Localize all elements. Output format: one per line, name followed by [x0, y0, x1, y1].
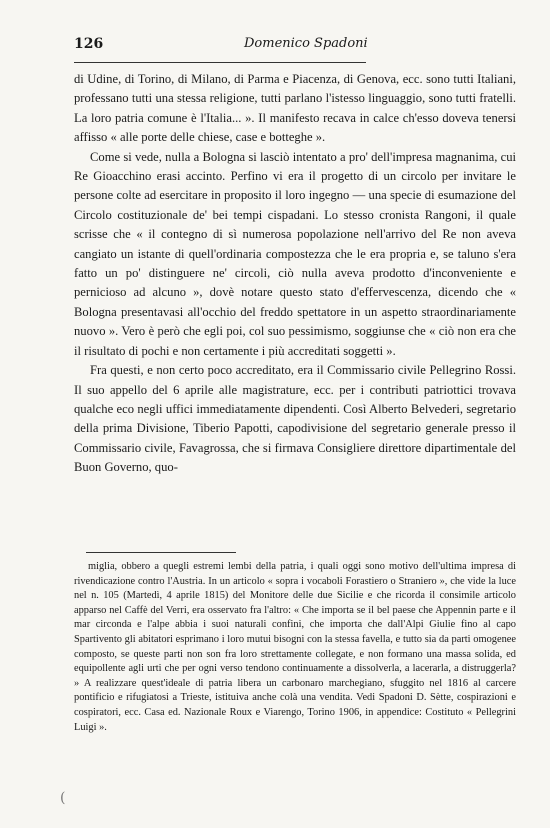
header-rule — [74, 62, 366, 63]
page-number: 126 — [74, 36, 104, 52]
paragraph-2: Come si vede, nulla a Bologna si lasciò intentato a pro' dell'impresa magnanima, cui Re Gioacchino erasi accinto. Perfino vi era il progetto di un circolo per invitare le persone colte ad esercitare in proposito il loro ingegno — una specie di esumazione del Circolo costituzionale de' bei tempi cispadani. Lo stesso cronista Rangoni, il quale scrisse che « il contegno di sì numerosa popolazione nell'arrivo del Re non aveva cangiato un istante di quell'ordinaria compostezza che le era propria e, se taluno s'era fatto un po' distinguere ne' circoli, ciò nulla aveva prodotto d'inconveniente e pernicioso ad alcuno », dovè notare questo stato d'effervescenza, dicendo che « Bologna presentavasi all'occhio del freddo spettatore in un aspetto straordinariamente nuovo ». Vero è però che egli poi, col suo pessimismo, soggiunse che « ciò non era che il risultato di pochi e non certamente i più accreditati soggetti ». — [74, 149, 516, 358]
paragraph-3: Fra questi, e non certo poco accreditato, era il Commissario civile Pellegrino Rossi. Il suo appello del 6 aprile alle magistrature, ecc. per i contributi patriottici trovava qualche eco negli uffici immediatamente dipendenti. Così Alberto Belvederi, segretario della prima Divisione, Tiberio Papotti, capodivisione del segretario generale presso il Commissario civile, Favagrossa, che si firmava Consigliere direttore dipartimentale del Buon Governo, quo- — [74, 363, 516, 475]
margin-mark: ( — [60, 790, 66, 806]
footnote-text: miglia, obbero a quegli estremi lembi della patria, i quali oggi sono motivo dell'ultima impresa di rivendicazione contro l'Austria. In un articolo « sopra i vocaboli Forastiero o Straniero », che vide la luce nel n. 105 (Martedì, 4 aprile 1815) del Monitore delle due Sicilie e che ricorda il consimile articolo apparso nel Caffè del Verri, era osservato fra l'altro: « Che importa se il bel paese che Appennin parte e il mar circonda e l'alpe abbia i suoi naturali confini, che importa che dall'Alpi Giulie fino al capo Spartivento gli abitatori esprimano i loro mutui bisogni con la stessa favella, e tutto sia da parti omogenee composto, se queste parti non son fra loro strettamente collegate, e non formano una massa solida, ed equipollente agli urti che per ogni verso tendono continuamente a dissolverla, a lacerarla, a distruggerla? » A realizzare quest'ideale di patria libera un carbonaro marchegiano, sfuggito nel 1816 al carcere pontificio e rifugiatosi a Trieste, istituiva anche colà una vendita. Vedi Spadoni D. Sètte, cospirazioni e cospiratori, ecc. Casa ed. Nazionale Roux e Viarengo, Torino 1906, in appendice: Costituto « Pellegrini Luigi ». — [74, 561, 516, 733]
running-title: Domenico Spadoni — [244, 36, 368, 51]
footnote-separator — [86, 552, 236, 553]
paragraph-1: di Udine, di Torino, di Milano, di Parma e Piacenza, di Genova, ecc. sono tutti Italiani, professano tutti una stessa religione, tutti parlano l'istesso linguaggio, sono tutti fratelli. La loro patria comune è l'Italia... ». Il manifesto recava in calce ch'esso doveva tenersi affisso « alle porte delle chiese, case e botteghe ». — [74, 72, 516, 145]
footnote — [74, 560, 516, 735]
page-header — [74, 36, 514, 56]
main-text — [74, 70, 516, 478]
